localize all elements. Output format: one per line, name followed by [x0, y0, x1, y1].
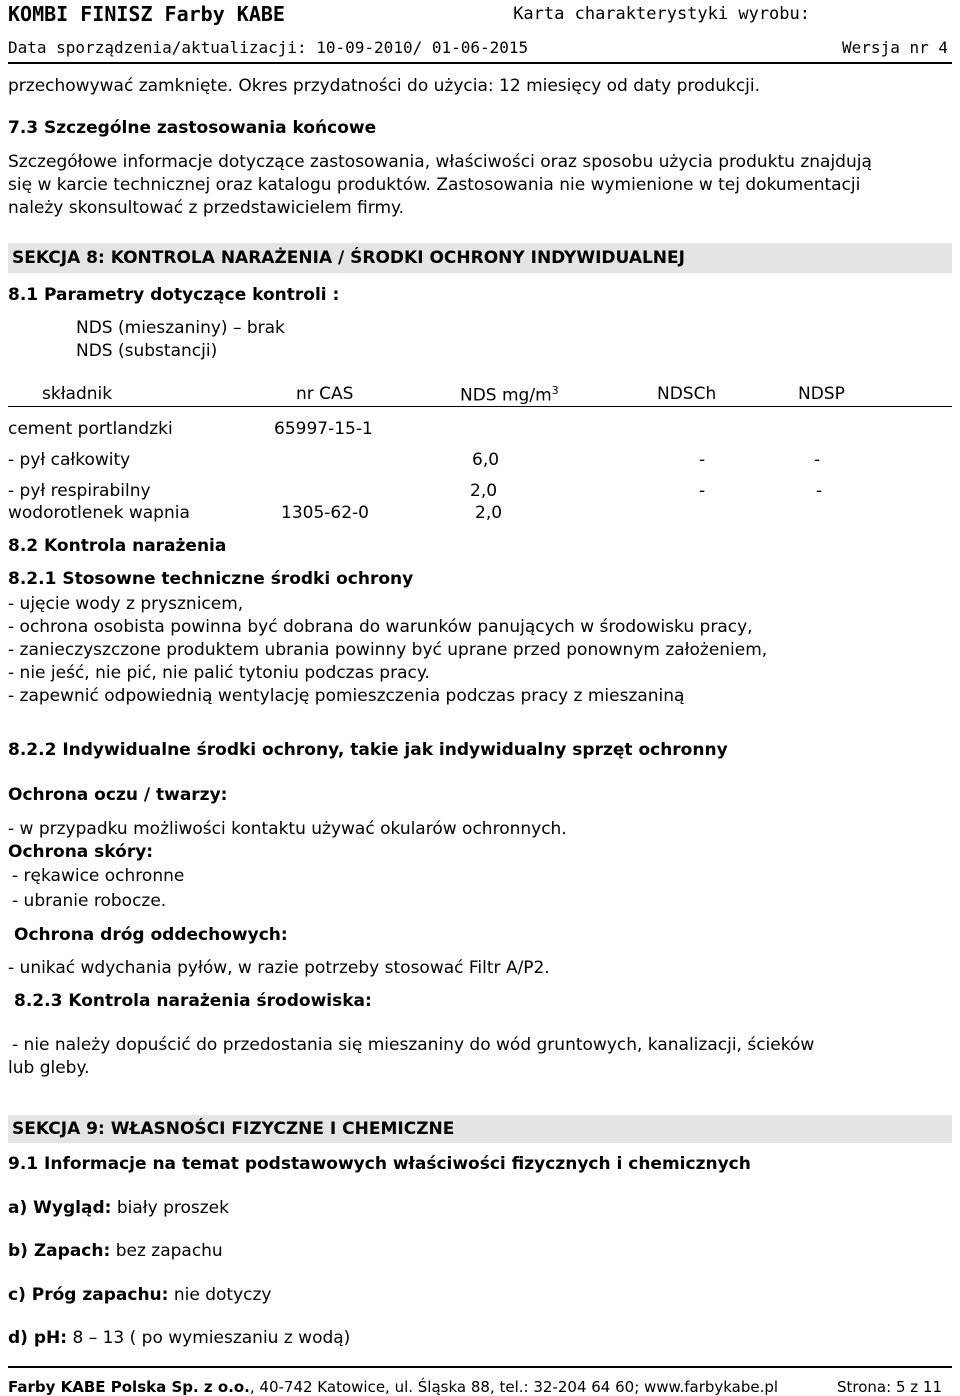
respiratory-protection-heading: Ochrona dróg oddechowych:: [14, 925, 288, 945]
table-cell-name: wodorotlenek wapnia: [8, 503, 190, 523]
technical-measures-heading: 8.2.1 Stosowne techniczne środki ochrony: [8, 569, 414, 589]
table-header-ndsch: NDSCh: [657, 384, 717, 404]
document-type: Karta charakterystyki wyrobu:: [513, 4, 810, 24]
section-7-3-heading: 7.3 Szczególne zastosowania końcowe: [8, 118, 377, 138]
table-cell-cas: 1305-62-0: [281, 503, 369, 523]
eye-protection-heading: Ochrona oczu / twarzy:: [8, 785, 228, 805]
list-item: - ujęcie wody z prysznicem,: [8, 594, 244, 614]
section-7-3-line: Szczegółowe informacje dotyczące zastosowania, właściwości oraz sposobu użycia produktu znajdują: [8, 152, 872, 172]
footer-company: Farby KABE Polska Sp. z o.o., 40-742 Katowice, ul. Śląska 88, tel.: 32-204 64 60; www.farbykabe.pl: [8, 1378, 779, 1396]
table-cell-ndsp: -: [814, 450, 821, 470]
environment-heading: 8.2.3 Kontrola narażenia środowiska:: [14, 991, 372, 1011]
table-cell-cas: 65997-15-1: [274, 419, 373, 439]
table-header-cas: nr CAS: [296, 384, 354, 404]
skin-protection-item: - rękawice ochronne: [12, 866, 185, 886]
eye-protection-text: - w przypadku możliwości kontaktu używać okularów ochronnych.: [8, 819, 567, 839]
table-cell-nds: 2,0: [470, 481, 498, 501]
table-cell-nds: 2,0: [475, 503, 503, 523]
document-date: Data sporządzenia/aktualizacji: 10-09-2010/ 01-06-2015: [8, 38, 529, 57]
section-7-3-line: należy skonsultować z przedstawicielem firmy.: [8, 198, 405, 218]
table-cell-name: cement portlandzki: [8, 419, 173, 439]
list-item: - zapewnić odpowiednią wentylację pomieszczenia podczas pracy z mieszaniną: [8, 686, 685, 706]
intro-line: przechowywać zamknięte. Okres przydatności do użycia: 12 miesięcy od daty produkcji.: [8, 76, 761, 96]
table-header-nds: NDS $mg/m^3$: [460, 384, 559, 406]
property-ph: d) pH: 8 – 13 ( po wymieszaniu z wodą): [8, 1328, 351, 1348]
table-header-ndsp: NDSP: [798, 384, 845, 404]
list-item: - nie jeść, nie pić, nie palić tytoniu podczas pracy.: [8, 663, 430, 683]
table-cell-name: - pył respirabilny: [8, 481, 151, 501]
footer-page: Strona: 5 z 11: [837, 1378, 942, 1396]
table-cell-ndsp: -: [816, 481, 823, 501]
environment-text: lub gleby.: [8, 1058, 90, 1078]
nds-substance: NDS (substancji): [76, 341, 218, 361]
section-9-heading: SEKCJA 9: WŁASNOŚCI FIZYCZNE I CHEMICZNE: [8, 1115, 952, 1143]
skin-protection-item: - ubranie robocze.: [12, 891, 167, 911]
list-item: - ochrona osobista powinna być dobrana do warunków panujących w środowisku pracy,: [8, 617, 753, 637]
table-cell-ndsch: -: [699, 481, 706, 501]
table-cell-ndsch: -: [699, 450, 706, 470]
list-item: - zanieczyszczone produktem ubrania powinny być uprane przed ponownym założeniem,: [8, 640, 768, 660]
table-cell-nds: 6,0: [472, 450, 500, 470]
header-divider: [8, 62, 952, 64]
property-odour-threshold: c) Próg zapachu: nie dotyczy: [8, 1285, 272, 1305]
exposure-heading: 8.2 Kontrola narażenia: [8, 536, 227, 556]
table-header-component: składnik: [42, 384, 113, 404]
table-header-divider: [8, 406, 952, 407]
nds-mixture: NDS (mieszaniny) – brak: [76, 318, 285, 338]
ppe-heading: 8.2.2 Indywidualne środki ochrony, takie jak indywidualny sprzęt ochronny: [8, 740, 728, 760]
section-8-heading: SEKCJA 8: KONTROLA NARAŻENIA / ŚRODKI OCHRONY INDYWIDUALNEJ: [8, 243, 952, 273]
param-heading: 8.1 Parametry dotyczące kontroli :: [8, 285, 340, 305]
property-appearance: a) Wygląd: biały proszek: [8, 1198, 229, 1218]
section-7-3-line: się w karcie technicznej oraz katalogu produktów. Zastosowania nie wymienione w tej dokumentacji: [8, 175, 861, 195]
property-odour: b) Zapach: bez zapachu: [8, 1241, 223, 1261]
document-version: Wersja nr 4: [842, 38, 948, 57]
respiratory-protection-text: - unikać wdychania pyłów, w razie potrzeby stosować Filtr A/P2.: [8, 958, 550, 978]
footer-divider: [8, 1366, 952, 1368]
document-title: KOMBI FINISZ Farby KABE: [8, 2, 285, 26]
environment-text: - nie należy dopuścić do przedostania się mieszaniny do wód gruntowych, kanalizacji, ścieków: [12, 1035, 815, 1055]
skin-protection-heading: Ochrona skóry:: [8, 842, 154, 862]
table-cell-name: - pył całkowity: [8, 450, 131, 470]
properties-heading: 9.1 Informacje na temat podstawowych właściwości fizycznych i chemicznych: [8, 1154, 751, 1174]
